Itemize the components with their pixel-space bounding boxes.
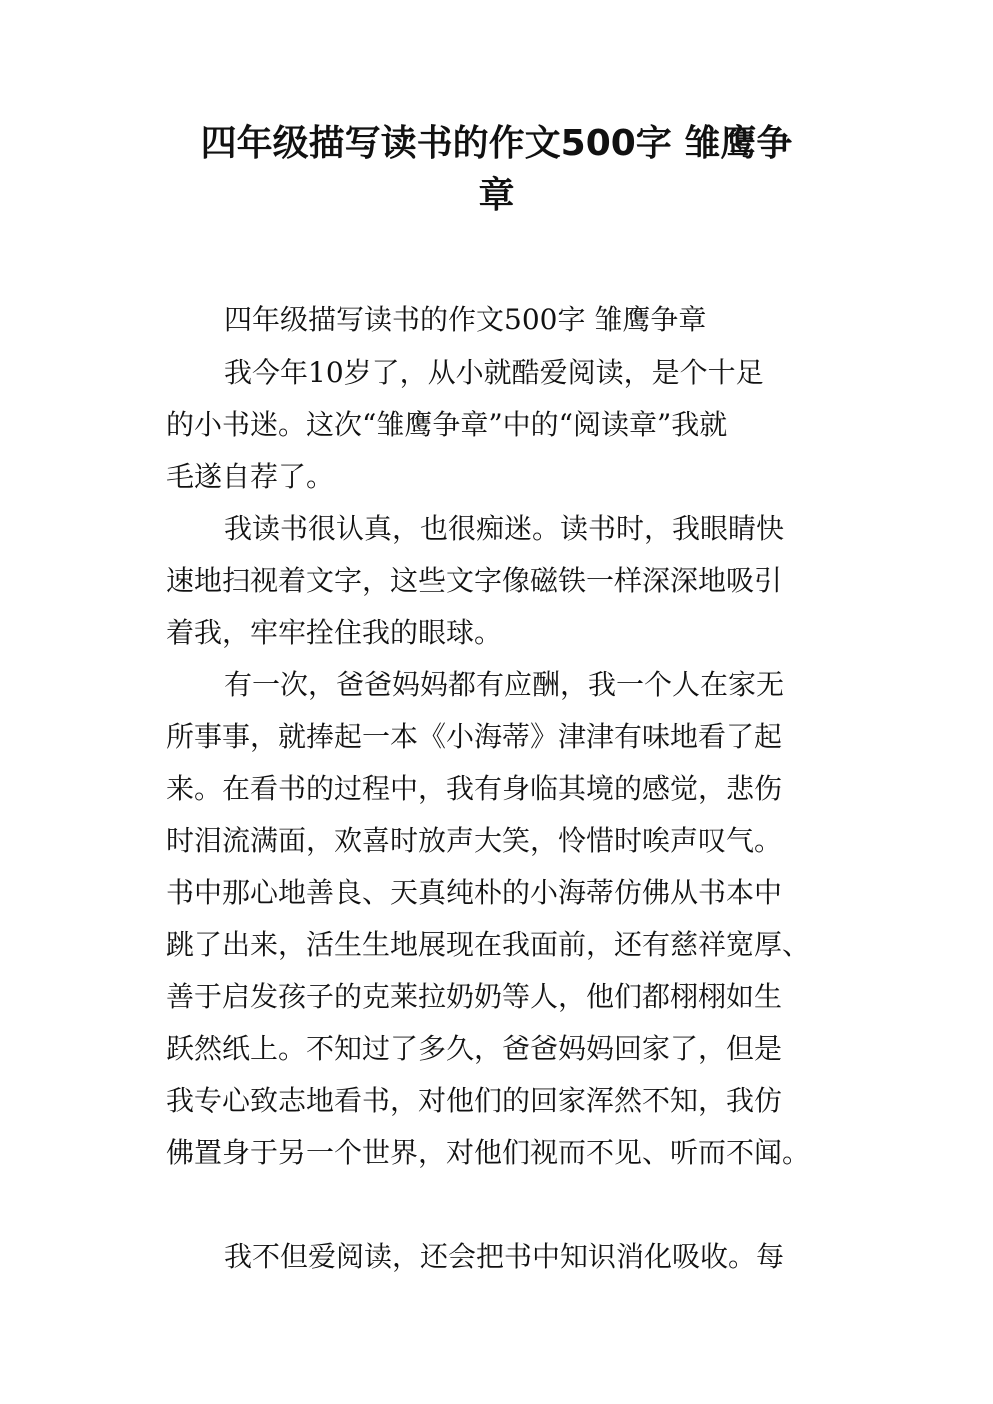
paragraph-line: 着我，牢牢拴住我的眼球。 — [166, 616, 503, 649]
paragraph-line: 所事事，就捧起一本《小海蒂》津津有味地看了起 — [166, 720, 783, 753]
paragraph-line: 毛遂自荐了。 — [166, 460, 335, 493]
paragraph-line: 我读书很认真，也很痴迷。读书时，我眼睛快 — [224, 512, 785, 545]
paragraph-line: 跃然纸上。不知过了多久，爸爸妈妈回家了，但是 — [166, 1032, 783, 1065]
paragraph-line: 来。在看书的过程中，我有身临其境的感觉，悲伤 — [166, 772, 783, 805]
paragraph-line: 的小书迷。这次“雏鹰争章”中的“阅读章”我就 — [166, 408, 728, 441]
paragraph-line: 速地扫视着文字，这些文字像磁铁一样深深地吸引 — [166, 564, 783, 597]
title-line-2: 章 — [478, 175, 515, 216]
subtitle-line: 四年级描写读书的作文500字 雏鹰争章 — [224, 303, 707, 336]
paragraph-line: 书中那心地善良、天真纯朴的小海蒂仿佛从书本中 — [166, 876, 783, 909]
paragraph-line: 善于启发孩子的克莱拉奶奶等人，他们都栩栩如生 — [166, 980, 783, 1013]
paragraph-line: 我专心致志地看书，对他们的回家浑然不知，我仿 — [166, 1084, 783, 1117]
paragraph-line: 我今年10岁了，从小就酷爱阅读，是个十足 — [224, 356, 764, 389]
paragraph-line: 我不但爱阅读，还会把书中知识消化吸收。每 — [224, 1240, 785, 1273]
paragraph-line: 佛置身于另一个世界，对他们视而不见、听而不闻。 — [166, 1136, 811, 1169]
paragraph-line: 有一次，爸爸妈妈都有应酬，我一个人在家无 — [224, 668, 785, 701]
document-title — [140, 118, 853, 222]
title-line-1: 四年级描写读书的作文500字 雏鹰争 — [200, 123, 793, 164]
paragraph-line: 跳了出来，活生生地展现在我面前，还有慈祥宽厚、 — [166, 928, 811, 961]
paragraph-line: 时泪流满面，欢喜时放声大笑，怜惜时唉声叹气。 — [166, 824, 783, 857]
